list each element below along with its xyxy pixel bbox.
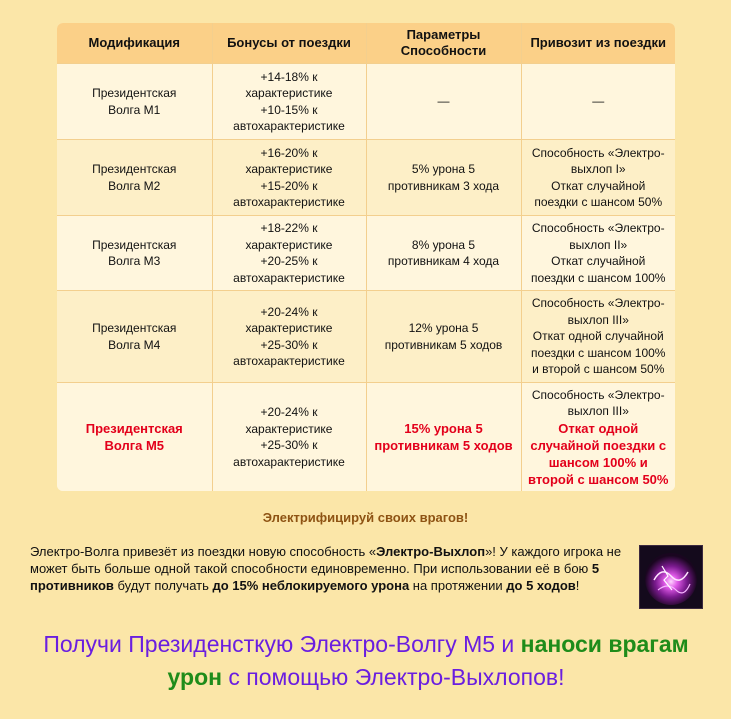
table-row-m5: [57, 383, 675, 492]
call-to-action: Получи Президенсткую Электро-Волгу М5 и наноси врагам урон с помощью Электро-Выхлопов!: [43, 631, 689, 690]
cell-brings: Способность «Электро- выхлоп III» Откат одной случайной поездки с шансом 100% и второй с шансом 50%: [521, 383, 675, 492]
cell-brings: Способность «Электро- выхлоп II» Откат случайной поездки с шансом 100%: [521, 216, 675, 291]
cell-ability: —: [366, 64, 521, 140]
ability-description: Электро-Волга привезёт из поездки новую способность «Электро-Выхлоп»! У каждого игрока не может быть больше одной такой способности единовременно. При использовании её в бою 5 противников будут получать до 15% неблокируемого урона на протяжении до 5 ходов!: [30, 544, 622, 593]
header-bonuses: Бонусы от поездки: [212, 23, 366, 64]
cell-name: Президентская Волга М3: [57, 216, 212, 291]
table-row-m2: [57, 140, 675, 216]
table-header-row: [57, 23, 675, 64]
cell-ability: 12% урона 5 противникам 5 ходов: [366, 291, 521, 383]
cell-name: Президентская Волга М4: [57, 291, 212, 383]
cell-name-highlight: Президентская Волга М5: [57, 383, 212, 492]
cell-brings: Способность «Электро- выхлоп I» Откат случайной поездки с шансом 50%: [521, 140, 675, 216]
cell-name: Президентская Волга М2: [57, 140, 212, 216]
lightning-orb-icon: [640, 546, 702, 608]
header-ability-params: Параметры Способности: [366, 23, 521, 64]
brings-highlight: второй с шансом 50%: [528, 471, 669, 487]
modifications-table: [57, 23, 675, 491]
table-row-m1: [57, 64, 675, 140]
brings-highlight: Откат одной: [558, 420, 639, 436]
table-row-m3: [57, 216, 675, 291]
electro-exhaust-ability-icon: [639, 545, 703, 609]
cell-bonuses: +20-24% к характеристике +25-30% к автохарактеристике: [212, 291, 366, 383]
header-modification: Модификация: [57, 23, 212, 64]
cell-brings: —: [521, 64, 675, 140]
cell-bonuses: +14-18% к характеристике +10-15% к автохарактеристике: [212, 64, 366, 140]
modifications-table-container: [57, 23, 675, 491]
table-row-m4: [57, 291, 675, 383]
header-brings: Привозит из поездки: [521, 23, 675, 64]
cell-bonuses: +18-22% к характеристике +20-25% к автохарактеристике: [212, 216, 366, 291]
cell-bonuses: +20-24% к характеристике +25-30% к автохарактеристике: [212, 383, 366, 492]
cell-name: Президентская Волга М1: [57, 64, 212, 140]
tagline: Электрифицируй своих врагов!: [262, 510, 469, 525]
brings-highlight: случайной поездки с: [530, 437, 667, 453]
cell-ability: 5% урона 5 противникам 3 хода: [366, 140, 521, 216]
brings-highlight: шансом 100% и: [548, 454, 648, 470]
ability-name: Электро-Выхлоп: [376, 544, 486, 559]
cell-ability-highlight: 15% урона 5 противникам 5 ходов: [366, 383, 521, 492]
cell-bonuses: +16-20% к характеристике +15-20% к автохарактеристике: [212, 140, 366, 216]
cell-ability: 8% урона 5 противникам 4 хода: [366, 216, 521, 291]
cell-brings: Способность «Электро- выхлоп III» Откат одной случайной поездки с шансом 100% и второй с шансом 50%: [521, 291, 675, 383]
